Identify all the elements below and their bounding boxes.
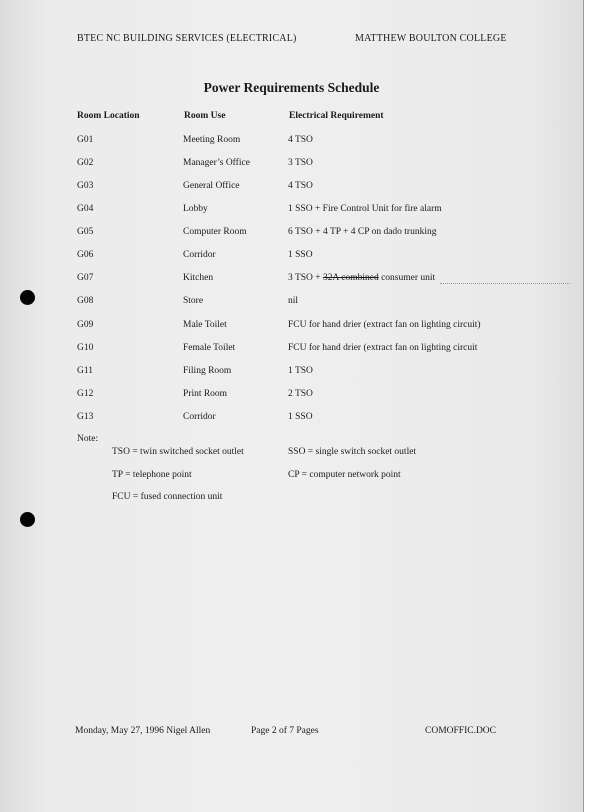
row-g11-requirement: 1 TSO <box>288 366 313 376</box>
row-g07-use: Kitchen <box>183 273 214 283</box>
note-fcu: FCU = fused connection unit <box>112 492 223 502</box>
row-g07-requirement <box>288 273 435 283</box>
column-header-electrical-requirement: Electrical Requirement <box>289 111 384 121</box>
row-g09-use: Male Toilet <box>183 320 227 330</box>
row-g06-location: G06 <box>77 250 94 260</box>
row-g01-requirement: 4 TSO <box>288 135 313 145</box>
header-college: MATTHEW BOULTON COLLEGE <box>355 33 507 44</box>
footer-date-author: Monday, May 27, 1996 Nigel Allen <box>75 726 211 736</box>
note-label: Note: <box>77 434 99 444</box>
row-g04-location: G04 <box>77 204 94 214</box>
note-sso: SSO = single switch socket outlet <box>288 447 417 457</box>
row-g07-requirement-struck: 32A combined <box>323 273 379 283</box>
row-g12-use: Print Room <box>183 389 228 399</box>
row-g05-use: Computer Room <box>183 227 247 237</box>
row-g05-requirement: 6 TSO + 4 TP + 4 CP on dado trunking <box>288 227 437 237</box>
row-g02-use: Manager’s Office <box>183 158 250 168</box>
row-g07-requirement-prefix: 3 TSO + <box>288 273 324 283</box>
row-g05-location: G05 <box>77 227 94 237</box>
row-g01-location: G01 <box>77 135 94 145</box>
scan-margin <box>583 0 601 812</box>
row-g07-location: G07 <box>77 273 94 283</box>
faint-rule-line <box>440 283 570 284</box>
row-g12-requirement: 2 TSO <box>288 389 313 399</box>
row-g06-use: Corridor <box>183 250 216 260</box>
row-g10-requirement: FCU for hand drier (extract fan on lighting circuit <box>288 343 478 353</box>
row-g08-use: Store <box>183 296 204 306</box>
row-g10-location: G10 <box>77 343 94 353</box>
row-g13-location: G13 <box>77 412 94 422</box>
row-g06-requirement: 1 SSO <box>288 250 313 260</box>
header-course: BTEC NC BUILDING SERVICES (ELECTRICAL) <box>77 33 297 44</box>
row-g12-location: G12 <box>77 389 94 399</box>
row-g13-requirement: 1 SSO <box>288 412 313 422</box>
punch-hole-lower <box>20 512 35 527</box>
document-title: Power Requirements Schedule <box>203 80 380 95</box>
row-g04-requirement: 1 SSO + Fire Control Unit for fire alarm <box>288 204 442 214</box>
row-g11-use: Filing Room <box>183 366 232 376</box>
row-g03-use: General Office <box>183 181 240 191</box>
row-g09-location: G09 <box>77 320 94 330</box>
column-header-room-use: Room Use <box>184 111 226 121</box>
row-g08-location: G08 <box>77 296 94 306</box>
row-g09-requirement: FCU for hand drier (extract fan on lighting circuit) <box>288 320 481 330</box>
row-g10-use: Female Toilet <box>183 343 236 353</box>
row-g02-location: G02 <box>77 158 94 168</box>
row-g11-location: G11 <box>77 366 94 376</box>
note-tso: TSO = twin switched socket outlet <box>112 447 244 457</box>
column-header-room-location: Room Location <box>77 111 140 121</box>
row-g04-use: Lobby <box>183 204 208 214</box>
row-g07-requirement-suffix: consumer unit <box>378 273 436 283</box>
row-g13-use: Corridor <box>183 412 216 422</box>
row-g08-requirement: nil <box>288 296 299 306</box>
row-g03-requirement: 4 TSO <box>288 181 313 191</box>
row-g03-location: G03 <box>77 181 94 191</box>
punch-hole-upper <box>20 290 35 305</box>
note-tp: TP = telephone point <box>112 470 192 480</box>
footer-filename: COMOFFIC.DOC <box>425 726 497 736</box>
note-cp: CP = computer network point <box>288 470 401 480</box>
footer-page-number: Page 2 of 7 Pages <box>251 726 319 736</box>
row-g02-requirement: 3 TSO <box>288 158 313 168</box>
row-g01-use: Meeting Room <box>183 135 241 145</box>
